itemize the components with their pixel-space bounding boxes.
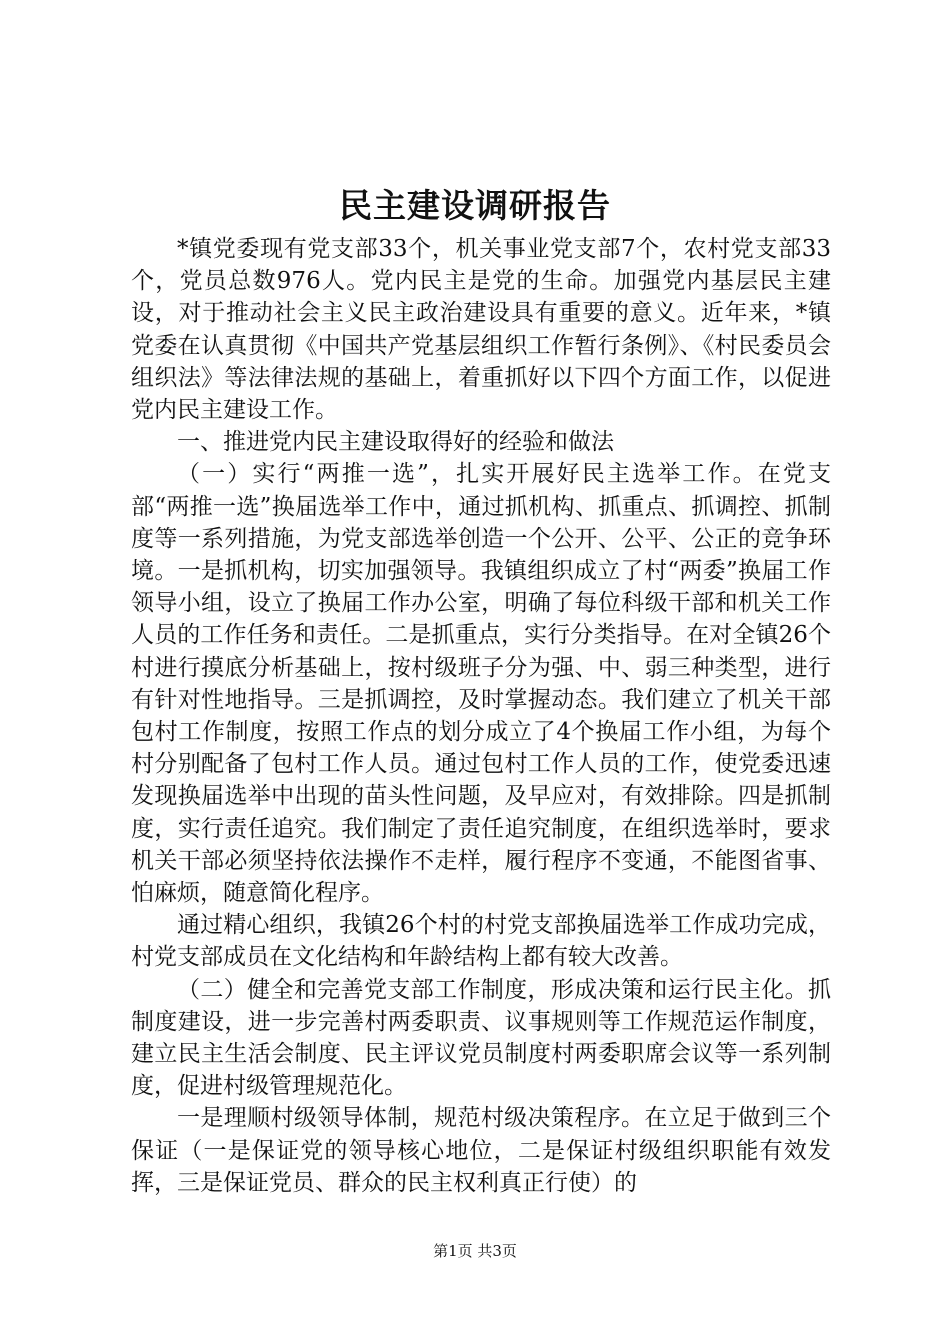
paragraph-section-1-2: （二）健全和完善党支部工作制度，形成决策和运行民主化。抓制度建设，进一步完善村两委职责、议事规则等工作规范运作制度，建立民主生活会制度、民主评议党员制度村两委职席会议等一系列制度，促进村级管理规范化。: [131, 976, 831, 1100]
paragraph-section-1-1: （一）实行“两推一选”，扎实开展好民主选举工作。在党支部“两推一选”换届选举工作中，通过抓机构、抓重点、抓调控、抓制度等一系列措施，为党支部选举创造一个公开、公平、公正的竞争环境。一是抓机构，切实加强领导。我镇组织成立了村“两委”换届工作领导小组，设立了换届工作办公室，明确了每位科级干部和机关工作人员的工作任务和责任。二是抓重点，实行分类指导。在对全镇26个村进行摸底分析基础上，按村级班子分为强、中、弱三种类型，进行有针对性地指导。三是抓调控，及时掌握动态。我们建立了机关干部包村工作制度，按照工作点的划分成立了4个换届工作小组，为每个村分别配备了包村工作人员。通过包村工作人员的工作，使党委迅速发现换届选举中出现的苗头性问题，及早应对，有效排除。四是抓制度，实行责任追究。我们制定了责任追究制度，在组织选举时，要求机关干部必须坚持依法操作不走样，履行程序不变通，不能图省事、怕麻烦，随意简化程序。: [131, 461, 831, 907]
paragraph-intro: *镇党委现有党支部33个，机关事业党支部7个，农村党支部33个，党员总数976人。党内民主是党的生命。加强党内基层民主建设，对于推动社会主义民主政治建设具有重要的意义。近年来，*镇党委在认真贯彻《中国共产党基层组织工作暂行条例》、《村民委员会组织法》等法律法规的基础上，着重抓好以下四个方面工作，以促进党内民主建设工作。: [131, 236, 831, 424]
page-footer: 第1页 共3页: [433, 1242, 517, 1260]
paragraph-result: 通过精心组织，我镇26个村的村党支部换届选举工作成功完成，村党支部成员在文化结构和年龄结构上都有较大改善。: [131, 912, 831, 971]
document-body: [131, 233, 831, 1199]
document-title: 民主建设调研报告: [339, 186, 611, 225]
section-heading-1: 一、推进党内民主建设取得好的经验和做法: [177, 429, 614, 456]
paragraph-point-1: 一是理顺村级领导体制，规范村级决策程序。在立足于做到三个保证（一是保证党的领导核心地位，二是保证村级组织职能有效发挥，三是保证党员、群众的民主权利真正行使）的: [131, 1105, 831, 1196]
